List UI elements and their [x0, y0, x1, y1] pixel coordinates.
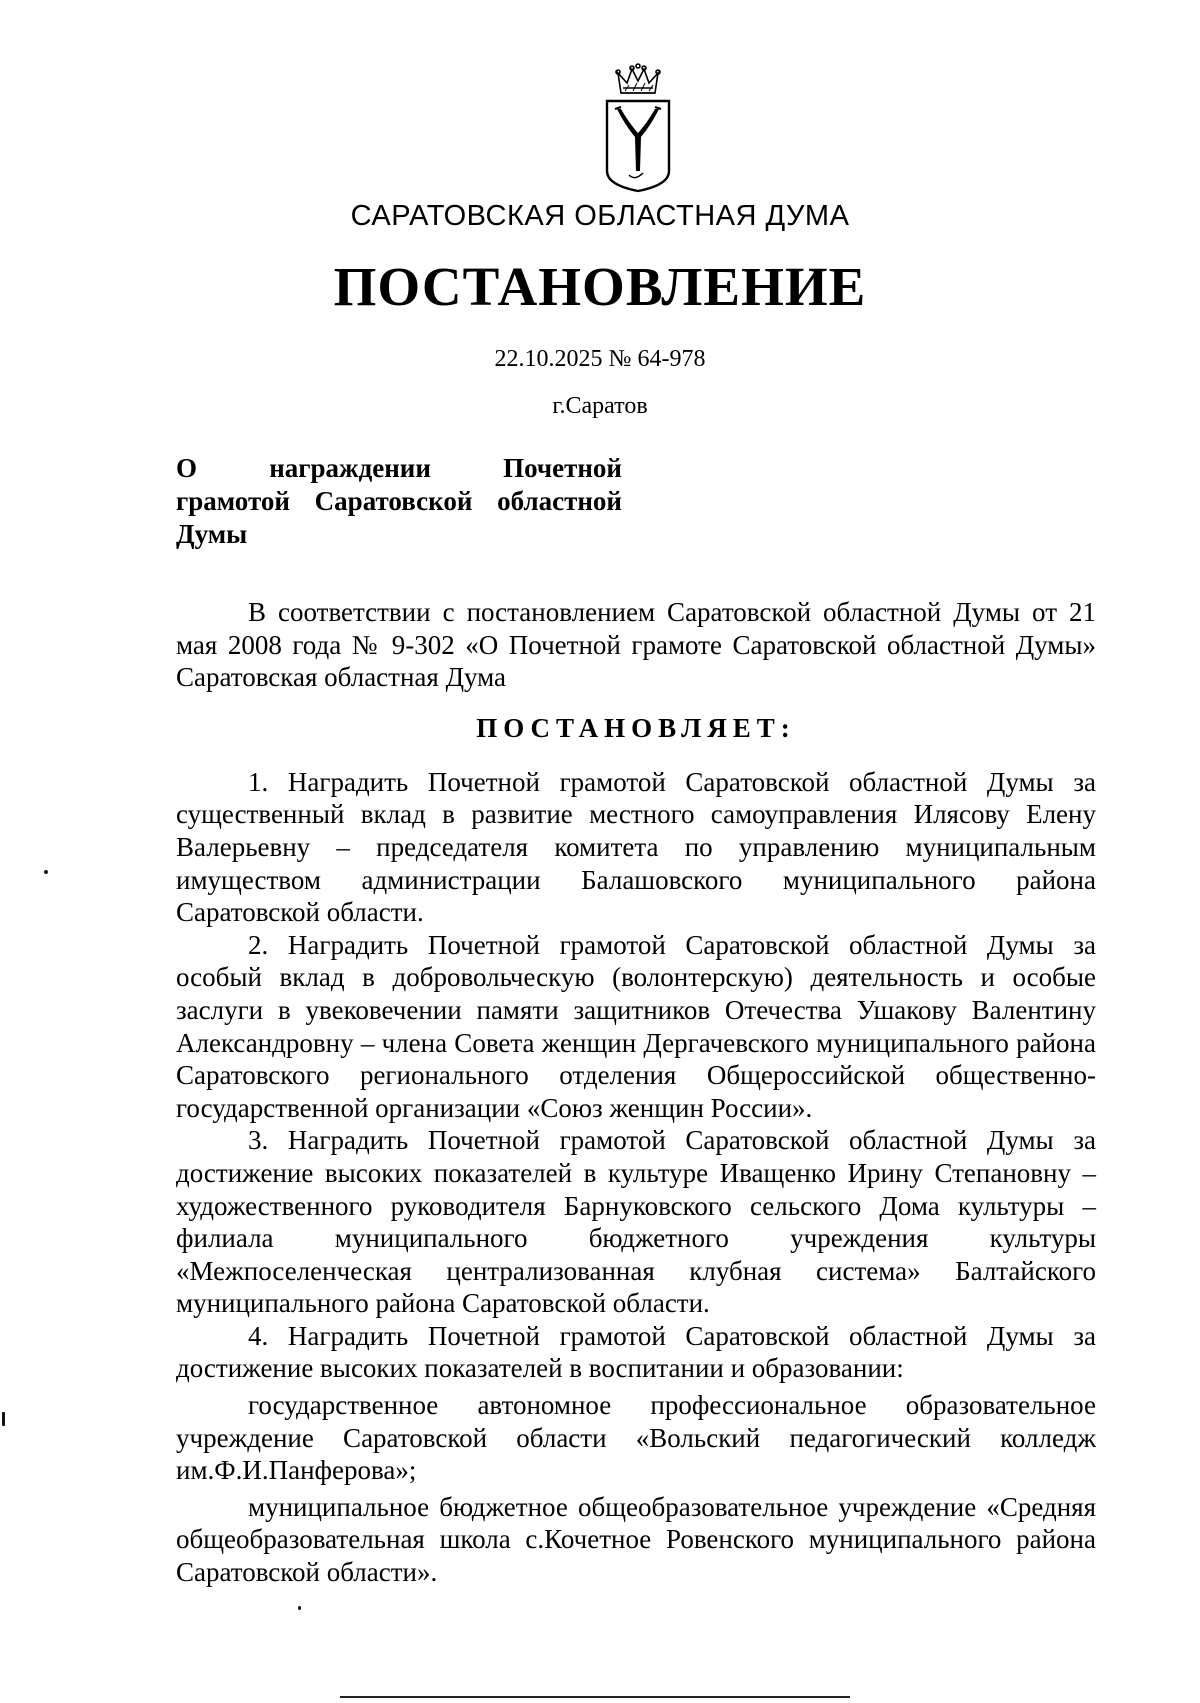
document-type-title: ПОСТАНОВЛЕНИЕ	[333, 256, 867, 317]
scan-speck	[298, 1606, 301, 1610]
scan-speck	[44, 870, 48, 874]
saratov-coat-of-arms-icon	[599, 63, 677, 193]
scan-speck	[2, 1412, 5, 1426]
decree-subitem: муниципальное бюджетное общеобразовательное учреждение «Средняя общеобразовательная школа с.Кочетное Ровенского муниципального района Саратовской области».	[176, 1491, 1096, 1588]
preamble-paragraph: В соответствии с постановлением Саратовской областной Думы от 21 мая 2008 года № 9-302 «О Почетной грамоте Саратовской областной Думы» Саратовская областная Дума	[176, 597, 1096, 693]
document-city: г.Саратов	[552, 393, 648, 419]
subject-line: грамотой Саратовской областной	[176, 486, 622, 516]
decree-item: 1. Наградить Почетной грамотой Саратовской областной Думы за существенный вклад в развитие местного самоуправления Илясову Елену Валерьевну – председателя комитета по управлению муниципальным имуществом администрации Балашовского муниципального района Саратовской области.	[176, 766, 1096, 928]
scan-edge-line	[340, 1696, 850, 1698]
document-body	[176, 596, 1096, 1589]
decree-item: 3. Наградить Почетной грамотой Саратовской областной Думы за достижение высоких показателей в культуре Иващенко Ирину Степановну – художественного руководителя Барнуковского сельского Дома культуры – филиала муниципального бюджетного учреждения культуры «Межпоселенческая централизованная клубная система» Балтайского муниципального района Саратовской области.	[176, 1125, 1096, 1319]
decree-heading: ПОСТАНОВЛЯЕТ:	[476, 712, 796, 743]
organization-name: САРАТОВСКАЯ ОБЛАСТНАЯ ДУМА	[350, 200, 850, 232]
document-subject	[176, 452, 622, 551]
decree-item: 2. Наградить Почетной грамотой Саратовской областной Думы за особый вклад в добровольческую (волонтерскую) деятельность и особые заслуги в увековечении памяти защитников Отечества Ушакову Валентину Александровну – члена Совета женщин Дергачевского муниципального района Саратовского регионального отделения Общероссийской общественно-государственной организации «Союз женщин России».	[176, 929, 1096, 1123]
subject-line: Думы	[176, 519, 248, 549]
document-date-number: 22.10.2025 № 64-978	[494, 346, 706, 372]
decree-subitem: государственное автономное профессиональное образовательное учреждение Саратовской области «Вольский педагогический колледж им.Ф.И.Панферова»;	[176, 1390, 1096, 1486]
decree-item: 4. Наградить Почетной грамотой Саратовской областной Думы за достижение высоких показателей в воспитании и образовании:	[176, 1320, 1096, 1384]
subject-line: О награждении Почетной	[176, 453, 622, 483]
